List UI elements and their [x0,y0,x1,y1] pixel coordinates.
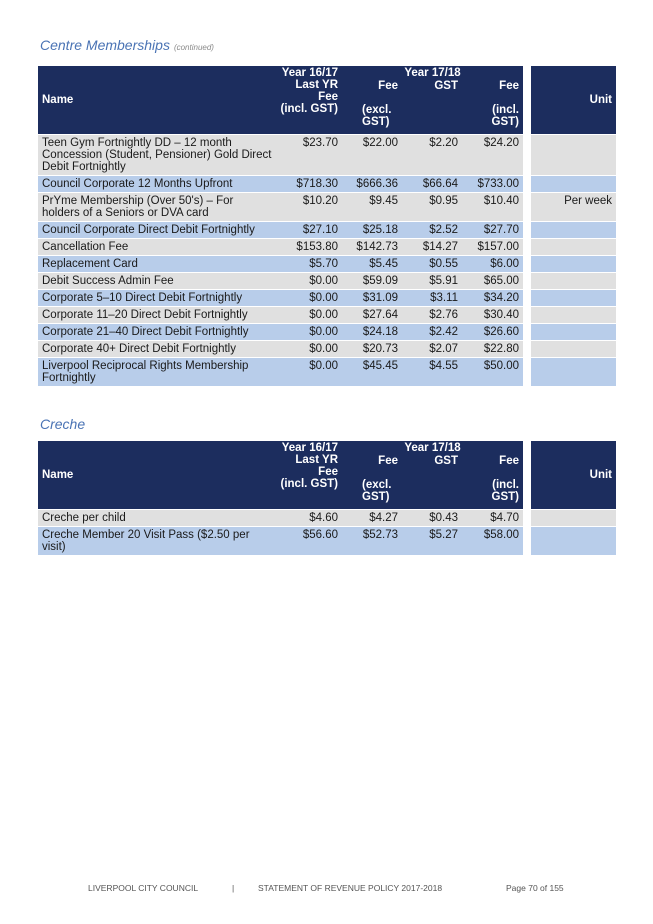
header-year-prev: Year 16/17 [281,67,338,79]
creche-title: Creche [40,416,86,432]
gst-amount-cell: $2.52 [402,221,462,238]
footer-council: LIVERPOOL CITY COUNCIL [88,883,199,893]
header-incl-gst-prev: (incl. GST) [280,478,338,490]
fee-name-cell: Council Corporate 12 Months Upfront [38,175,276,192]
column-gap-cell [523,238,531,255]
last-yr-fee-cell: $0.00 [276,272,342,289]
header-incl-gst-curr: (incl. GST) [491,479,519,503]
creche-table [38,441,616,555]
fee-name-cell: Creche Member 20 Visit Pass ($2.50 per visit) [38,526,276,555]
continued-label: (continued) [173,43,214,52]
column-gap-cell [523,340,531,357]
fee-name-cell: Corporate 5–10 Direct Debit Fortnightly [38,289,276,306]
table-row [38,221,616,238]
unit-cell [531,255,616,272]
unit-cell [531,289,616,306]
header-fee-incl-label: Fee [499,455,519,467]
last-yr-fee-cell: $153.80 [276,238,342,255]
fee-excl-gst-cell: $142.73 [342,238,402,255]
header-excl-gst: (excl. GST) [362,104,392,128]
unit-cell [531,357,616,386]
column-gap-cell [523,289,531,306]
fee-incl-gst-cell: $157.00 [462,238,523,255]
table-row [38,272,616,289]
fee-excl-gst-cell: $24.18 [342,323,402,340]
column-gap-cell [523,192,531,221]
fee-name-cell: Corporate 40+ Direct Debit Fortnightly [38,340,276,357]
column-gap-cell [523,323,531,340]
table-row [38,175,616,192]
header-fee-label: Fee [378,80,398,92]
column-gap-cell [523,221,531,238]
table-row [38,134,616,175]
last-yr-fee-cell: $10.20 [276,192,342,221]
memberships-title: Centre Memberships [40,37,170,53]
unit-cell [531,509,616,526]
unit-cell [531,323,616,340]
fee-incl-gst-cell: $30.40 [462,306,523,323]
memberships-table-body [38,134,616,386]
column-gap-cell [523,255,531,272]
unit-cell [531,340,616,357]
gst-amount-cell: $0.55 [402,255,462,272]
gst-amount-cell: $2.42 [402,323,462,340]
fee-excl-gst-cell: $666.36 [342,175,402,192]
last-yr-fee-cell: $0.00 [276,340,342,357]
header-fee-excl [342,80,402,128]
unit-cell [531,221,616,238]
fee-excl-gst-cell: $59.09 [342,272,402,289]
fee-name-cell: Corporate 21–40 Direct Debit Fortnightly [38,323,276,340]
table-row [38,526,616,555]
header-year-curr-group [342,66,523,134]
footer-page-number: Page 70 of 155 [506,883,564,893]
unit-cell [531,526,616,555]
gst-amount-cell: $0.95 [402,192,462,221]
section-title-memberships [40,37,214,53]
table-row [38,289,616,306]
memberships-table [38,66,616,386]
fee-excl-gst-cell: $4.27 [342,509,402,526]
table-row [38,509,616,526]
header-name: Name [38,66,276,134]
column-gap-cell [523,272,531,289]
table-row [38,192,616,221]
gst-amount-cell: $0.43 [402,509,462,526]
column-gap-cell [523,509,531,526]
fee-name-cell: Corporate 11–20 Direct Debit Fortnightly [38,306,276,323]
header-year-curr-group [342,441,523,509]
gst-amount-cell: $2.76 [402,306,462,323]
last-yr-fee-cell: $5.70 [276,255,342,272]
header-last-yr-fee-label: Last YR Fee [295,79,338,103]
header-fee-incl [462,80,523,128]
table-row [38,238,616,255]
gst-amount-cell: $2.07 [402,340,462,357]
header-fee-label: Fee [378,455,398,467]
fee-incl-gst-cell: $6.00 [462,255,523,272]
header-fee-incl [462,455,523,503]
last-yr-fee-cell: $0.00 [276,289,342,306]
fee-incl-gst-cell: $27.70 [462,221,523,238]
table-row [38,357,616,386]
fee-incl-gst-cell: $34.20 [462,289,523,306]
header-unit: Unit [531,441,616,509]
table-row [38,340,616,357]
header-incl-gst-curr: (incl. GST) [491,104,519,128]
fee-incl-gst-cell: $24.20 [462,134,523,175]
last-yr-fee-cell: $0.00 [276,323,342,340]
fee-incl-gst-cell: $26.60 [462,323,523,340]
unit-cell [531,272,616,289]
fee-excl-gst-cell: $9.45 [342,192,402,221]
section-title-creche [40,416,85,432]
table-row [38,323,616,340]
unit-cell [531,175,616,192]
header-year-curr: Year 17/18 [404,442,461,454]
table-row [38,306,616,323]
header-name: Name [38,441,276,509]
fee-name-cell: Debit Success Admin Fee [38,272,276,289]
header-gst: GST [434,80,458,92]
column-gap-cell [523,526,531,555]
fee-incl-gst-cell: $4.70 [462,509,523,526]
header-fee-excl [342,455,402,503]
fee-incl-gst-cell: $50.00 [462,357,523,386]
header-last-yr-fee [276,66,342,134]
header-excl-gst: (excl. GST) [362,479,392,503]
fee-excl-gst-cell: $25.18 [342,221,402,238]
last-yr-fee-cell: $23.70 [276,134,342,175]
fee-excl-gst-cell: $22.00 [342,134,402,175]
gst-amount-cell: $66.64 [402,175,462,192]
last-yr-fee-cell: $56.60 [276,526,342,555]
creche-table-header [38,441,616,509]
fee-excl-gst-cell: $5.45 [342,255,402,272]
column-gap-cell [523,306,531,323]
fee-incl-gst-cell: $10.40 [462,192,523,221]
fee-excl-gst-cell: $31.09 [342,289,402,306]
header-last-yr-fee-label: Last YR Fee [295,454,338,478]
last-yr-fee-cell: $718.30 [276,175,342,192]
fee-name-cell: Liverpool Reciprocal Rights Membership Fortnightly [38,357,276,386]
header-fee-incl-label: Fee [499,80,519,92]
last-yr-fee-cell: $0.00 [276,357,342,386]
fee-excl-gst-cell: $20.73 [342,340,402,357]
column-gap-cell [523,357,531,386]
header-gst: GST [434,455,458,467]
column-gap-cell [523,134,531,175]
gst-amount-cell: $2.20 [402,134,462,175]
unit-cell: Per week [531,192,616,221]
fee-excl-gst-cell: $27.64 [342,306,402,323]
table-row [38,255,616,272]
fee-name-cell: Cancellation Fee [38,238,276,255]
creche-table-body [38,509,616,555]
gst-amount-cell: $4.55 [402,357,462,386]
gst-amount-cell: $5.27 [402,526,462,555]
unit-cell [531,238,616,255]
fee-name-cell: Replacement Card [38,255,276,272]
fee-name-cell: Creche per child [38,509,276,526]
header-year-prev: Year 16/17 [281,442,338,454]
footer-document: STATEMENT OF REVENUE POLICY 2017-2018 [258,883,443,893]
header-gap [523,441,531,509]
gst-amount-cell: $3.11 [402,289,462,306]
header-last-yr-fee [276,441,342,509]
header-year-curr: Year 17/18 [404,67,461,79]
header-incl-gst-prev: (incl. GST) [280,103,338,115]
unit-cell [531,306,616,323]
last-yr-fee-cell: $4.60 [276,509,342,526]
last-yr-fee-cell: $27.10 [276,221,342,238]
unit-cell [531,134,616,175]
fee-incl-gst-cell: $733.00 [462,175,523,192]
fee-name-cell: Teen Gym Fortnightly DD – 12 month Concession (Student, Pensioner) Gold Direct Debit Fortnightly [38,134,276,175]
footer-separator: | [232,883,235,893]
fee-incl-gst-cell: $58.00 [462,526,523,555]
fee-name-cell: PrYme Membership (Over 50's) – For holders of a Seniors or DVA card [38,192,276,221]
header-unit: Unit [531,66,616,134]
fee-name-cell: Council Corporate Direct Debit Fortnightly [38,221,276,238]
fee-incl-gst-cell: $22.80 [462,340,523,357]
column-gap-cell [523,175,531,192]
memberships-table-header [38,66,616,134]
fee-excl-gst-cell: $52.73 [342,526,402,555]
gst-amount-cell: $14.27 [402,238,462,255]
header-gap [523,66,531,134]
last-yr-fee-cell: $0.00 [276,306,342,323]
gst-amount-cell: $5.91 [402,272,462,289]
fee-excl-gst-cell: $45.45 [342,357,402,386]
fee-incl-gst-cell: $65.00 [462,272,523,289]
